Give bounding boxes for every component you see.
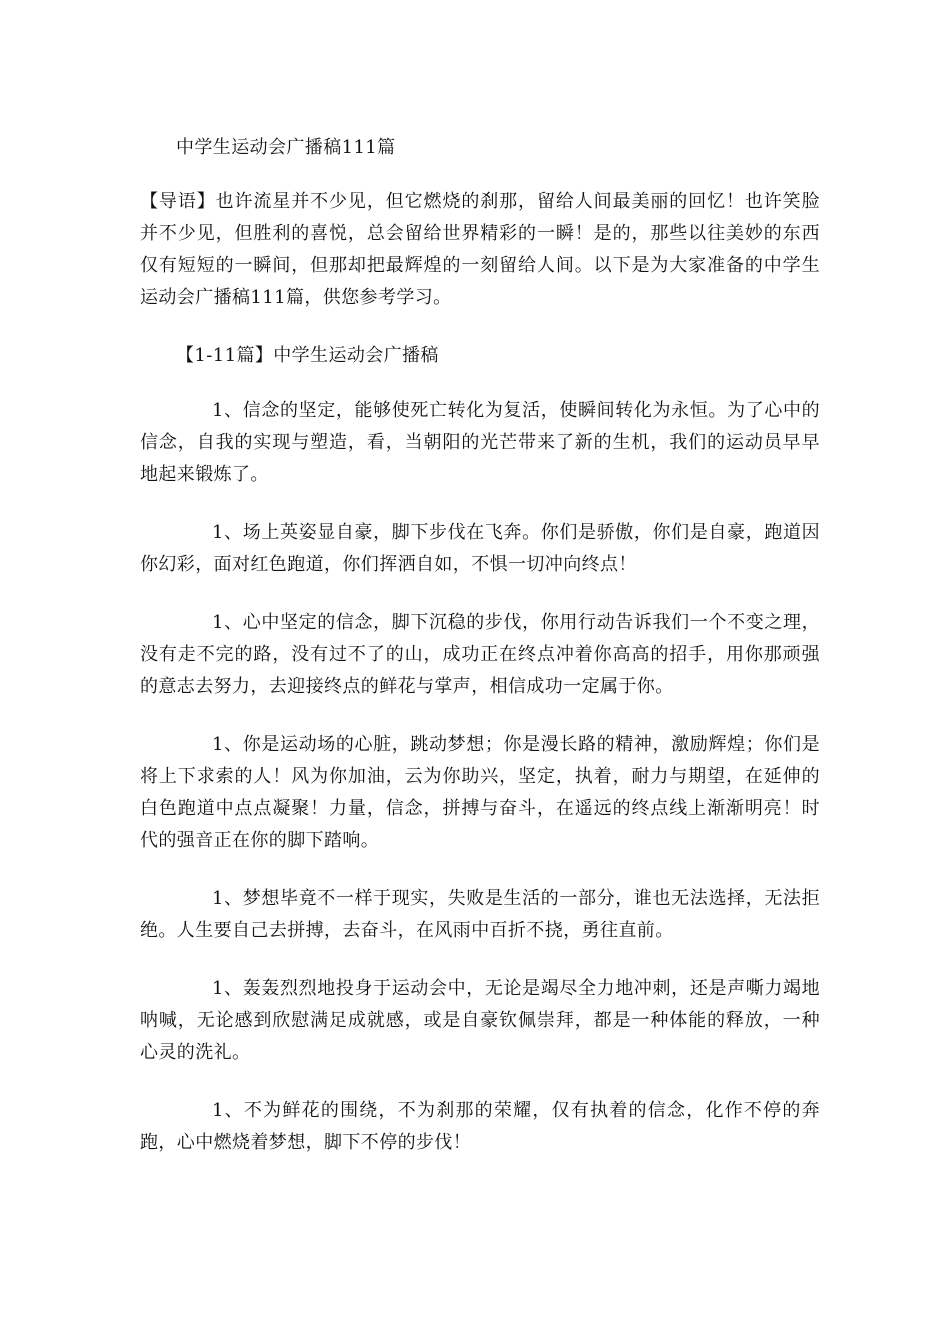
section-heading: 【1-11篇】中学生运动会广播稿 [176, 345, 439, 366]
body-paragraph: 1、信念的坚定，能够使死亡转化为复活，使瞬间转化为永恒。为了心中的信念，自我的实现与塑造，看，当朝阳的光芒带来了新的生机，我们的运动员早早地起来锻炼了。 [140, 400, 820, 485]
body-paragraph: 1、不为鲜花的围绕，不为刹那的荣耀，仅有执着的信念，化作不停的奔跑，心中燃烧着梦想，脚下不停的步伐！ [140, 1100, 820, 1153]
body-paragraph: 1、梦想毕竟不一样于现实，失败是生活的一部分，谁也无法选择，无法拒绝。人生要自己去拼搏，去奋斗，在风雨中百折不挠，勇往直前。 [140, 888, 820, 941]
body-paragraph: 1、轰轰烈烈地投身于运动会中，无论是竭尽全力地冲刺，还是声嘶力竭地呐喊，无论感到欣慰满足成就感，或是自豪钦佩崇拜，都是一种体能的释放，一种心灵的洗礼。 [140, 978, 820, 1063]
body-paragraph: 1、场上英姿显自豪，脚下步伐在飞奔。你们是骄傲，你们是自豪，跑道因你幻彩，面对红色跑道，你们挥洒自如，不惧一切冲向终点！ [140, 522, 820, 575]
body-paragraph: 1、你是运动场的心脏，跳动梦想；你是漫长路的精神，激励辉煌；你们是将上下求索的人！风为你加油，云为你助兴，坚定，执着，耐力与期望，在延伸的白色跑道中点点凝聚！力量，信念，拼搏与奋斗，在遥远的终点线上渐渐明亮！时代的强音正在你的脚下踏响。 [140, 734, 820, 851]
document-title: 中学生运动会广播稿111篇 [176, 137, 396, 158]
body-paragraph: 1、心中坚定的信念，脚下沉稳的步伐，你用行动告诉我们一个不变之理，没有走不完的路，没有过不了的山，成功正在终点冲着你高高的招手，用你那顽强的意志去努力，去迎接终点的鲜花与掌声，相信成功一定属于你。 [140, 612, 820, 697]
intro-paragraph: 【导语】也许流星并不少见，但它燃烧的刹那，留给人间最美丽的回忆！也许笑脸并不少见，但胜利的喜悦，总会留给世界精彩的一瞬！是的，那些以往美妙的东西仅有短短的一瞬间，但那却把最辉煌的一刻留给人间。以下是为大家准备的中学生运动会广播稿111篇，供您参考学习。 [140, 191, 820, 308]
